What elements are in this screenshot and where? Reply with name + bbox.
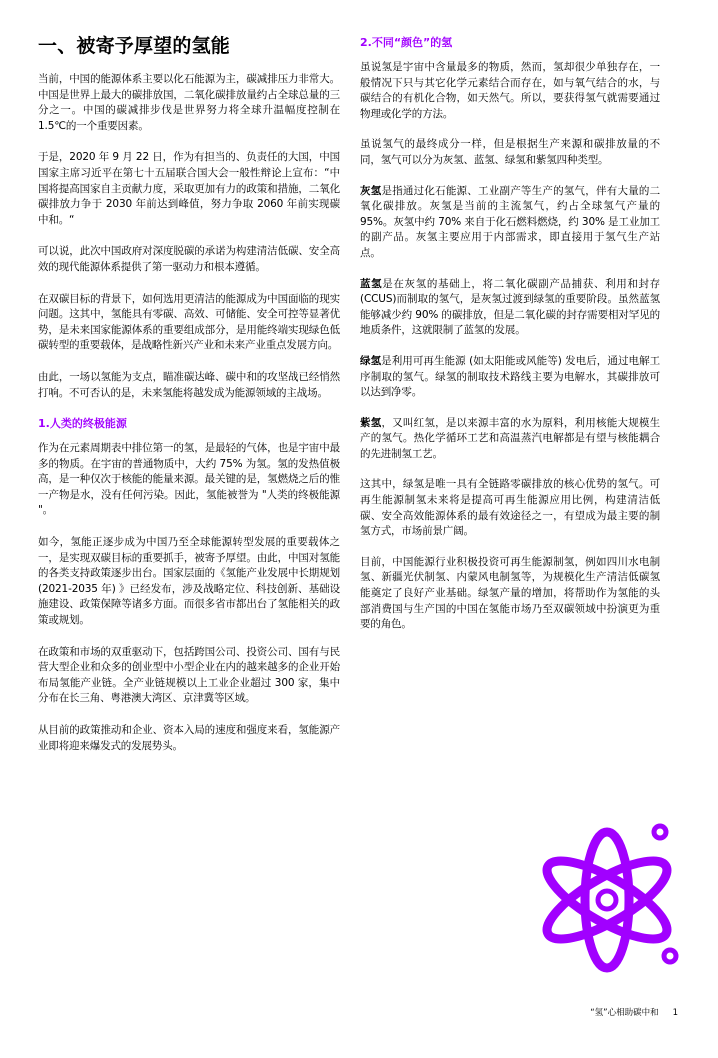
paragraph: 当前，中国的能源体系主要以化石能源为主，碳减排压力非常大。中国是世界上最大的碳排放国，二氧化碳排放量约占全球总量的三分之一。中国的碳减排步伐是世界努力将全球升温幅度控制在 1.5℃的一个重要因素。 (38, 73, 340, 132)
paragraph: 可以说，此次中国政府对深度脱碳的承诺为构建清洁低碳、安全高效的现代能源体系提供了第一驱动力和根本遵循。 (38, 245, 340, 273)
paragraph-text: ，又叫红氢，是以来源丰富的水为原料，利用核能大规模生产的氢气。热化学循环工艺和高温蒸汽电解都是有望与核能耦合的先进制氢工艺。 (360, 416, 661, 460)
paragraph: 于是，2020 年 9 月 22 日，作为有担当的、负责任的大国，中国国家主席习近平在第七十五届联合国大会一般性辩论上宣布：“中国将提高国家自主贡献力度，采取更加有力的政策和措施，二氧化碳排放力争于 2030 年前达到峰值，努力争取 2060 年前实现碳中和。“ (38, 151, 340, 226)
paragraph-text: 是利用可再生能源 (如太阳能或风能等) 发电后，通过电解工序制取的氢气。绿氢的制取技术路线主要为电解水，其碳排放可以达到净零。 (360, 354, 660, 399)
paragraph: 目前，中国能源行业积极投资可再生能源制氢，例如四川水电制氢、新疆光伏制氢、内蒙风电制氢等，为规模化生产清洁低碳氢能奠定了良好产业基础。绿氢产量的增加，将帮助作为氢能的头部消费国与生产国的中国在氢能市场乃至双碳领域中扮演更为重要的角色。 (360, 555, 660, 631)
paragraph: 虽说氢是宇宙中含量最多的物质，然而，氢却很少单独存在，一般情况下只与其它化学元素结合而存在，如与氧气结合的水，与碳结合的有机化合物，如天然气。所以，要获得氢气就需要通过物理或化学的方法。 (360, 61, 660, 120)
paragraph-green-hydrogen (360, 354, 660, 401)
paragraph-gray-hydrogen (360, 184, 660, 262)
paragraph: 由此，一场以氢能为支点，瞄准碳达峰、碳中和的攻坚战已经悄然打响。不可否认的是，未来氢能将越发成为能源领域的主战场。 (38, 370, 340, 399)
paragraph: 虽说氢气的最终成分一样，但是根据生产来源和碳排放量的不同，氢气可以分为灰氢、蓝氢、绿氢和紫氢四种类型。 (360, 138, 660, 166)
page-number: 1 (672, 1008, 678, 1018)
paragraph: 在双碳目标的背景下，如何选用更清洁的能源成为中国面临的现实问题。这其中，氢能具有零碳、高效、可储能、安全可控等显著优势，是未来国家能源体系的重要组成部分，是用能终端实现绿色低碳转型的重要载体，是战略性新兴产业和未来产业重点发展方向。 (38, 292, 340, 352)
section-title: 一、被寄予厚望的氢能 (38, 35, 231, 57)
keyword-purple-hydrogen: 紫氢 (360, 416, 382, 429)
paragraph: 在政策和市场的双重驱动下，包括跨国公司、投资公司、国有与民营大型企业和众多的创业型中小型企业在内的越来越多的企业开始布局氢能产业链。全产业链规模以上工业企业超过 300 家，集中分布在长三角、粤港澳大湾区、京津冀等区域。 (38, 645, 340, 705)
subsection-title: 1.人类的终极能源 (38, 417, 127, 431)
paragraph: 从目前的政策推动和企业、资本入局的速度和强度来看，氢能源产业即将迎来爆发式的发展势头。 (38, 724, 340, 752)
paragraph-text: 是在灰氢的基础上，将二氧化碳副产品捕获、利用和封存(CCUS)而制取的氢气，是灰氢过渡到绿氢的重要阶段。虽然蓝氢能够减少约 90% 的碳排放，但是二氧化碳的封存需要相对罕见的地质条件，这就限制了蓝氢的发展。 (360, 277, 660, 337)
paragraph-text: 是指通过化石能源、工业副产等生产的氢气，伴有大量的二氧化碳排放。灰氢是当前的主流氢气，约占全球氢气产量的 95%。灰氢中约 70% 来自于化石燃料燃烧，约 30% 是工业加工的副产品。灰氢主要应用于内部需求，即直接用于氢气生产站点。 (360, 184, 661, 259)
paragraph: 这其中，绿氢是唯一具有全链路零碳排放的核心优势的氢气。可再生能源制氢未来将是提高可再生能源应用比例，构建清洁低碳、安全高效能源体系的最有效途径之一，有望成为最主要的制氢方式，市场前景广阔。 (360, 478, 660, 538)
paragraph-blue-hydrogen (360, 277, 660, 339)
paragraph: 如今，氢能正逐步成为中国乃至全球能源转型发展的重要载体之一，是实现双碳目标的重要抓手，被寄予厚望。由此，中国对氢能的各类支持政策逐步出台。国家层面的《氢能产业发展中长期规划 (2021-2035 年) 》已经发布，涉及战略定位、科技创新、基础设施建设、政策保障等诸多方面。而很多省市都出台了氢能相关的政策或规划。 (38, 536, 340, 627)
keyword-blue-hydrogen: 蓝氢 (360, 277, 383, 290)
page-footer (590, 1006, 678, 1018)
atom-icon (532, 818, 682, 980)
keyword-gray-hydrogen: 灰氢 (360, 184, 382, 197)
right-column (360, 34, 660, 648)
subsection-title: 2.不同“颜色”的氢 (360, 36, 453, 49)
paragraph-purple-hydrogen (360, 416, 660, 463)
keyword-green-hydrogen: 绿氢 (360, 354, 382, 367)
left-column (38, 34, 340, 770)
paragraph: 作为在元素周期表中排位第一的氢，是最轻的气体，也是宇宙中最多的物质。在宇宙的普通物质中，大约 75% 为氢。氢的发热值极高，是一种仅次于核能的能量来源。最关键的是，氢燃烧之后的惟一产物是水，没有任何污染。因此，氢能被誉为 "人类的终极能源 "。 (38, 442, 340, 517)
footer-title: “氢”心相助碳中和 (590, 1008, 659, 1018)
